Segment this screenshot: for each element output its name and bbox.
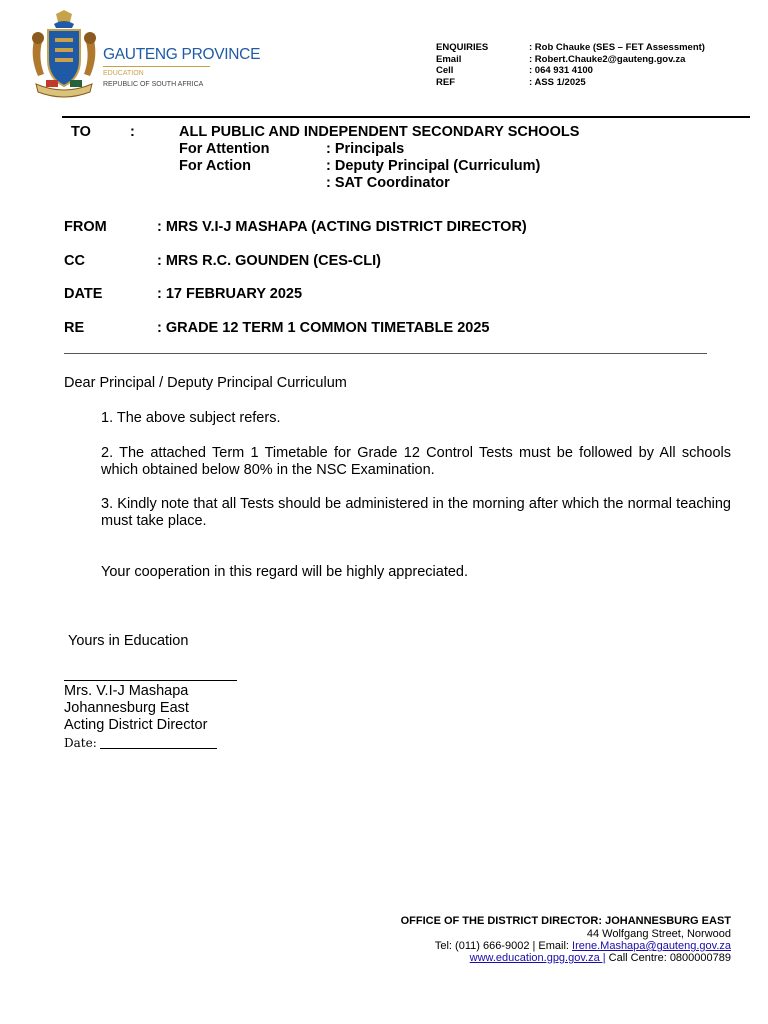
paragraph-1: 1. The above subject refers. <box>101 410 281 426</box>
email-value: : Robert.Chauke2@gauteng.gov.za <box>529 53 686 65</box>
ref-row <box>436 77 705 89</box>
paragraph-3: 3. Kindly note that all Tests should be administered in the morning after which the normal teaching must take place. <box>101 496 731 529</box>
ref-label: REF <box>436 76 455 88</box>
re-value: : GRADE 12 TERM 1 COMMON TIMETABLE 2025 <box>157 320 490 336</box>
signatory-title: Acting District Director <box>64 717 208 733</box>
attention-label: For Attention <box>179 141 270 157</box>
footer-tel: Tel: (011) 666-9002 | Email: <box>434 940 573 952</box>
province-name: GAUTENG PROVINCE <box>103 46 261 63</box>
cc-value: : MRS R.C. GOUNDEN (CES-CLI) <box>157 253 381 269</box>
footer-email-link[interactable]: Irene.Mashapa@gauteng.gov.za <box>572 940 731 952</box>
logo-divider <box>103 66 210 67</box>
header-rule <box>62 116 750 118</box>
signature-date-label: Date: <box>64 736 97 750</box>
cc-label: CC <box>64 253 85 269</box>
enquiries-block <box>436 42 705 88</box>
department-name: EDUCATION <box>103 70 144 77</box>
to-label: TO <box>71 124 91 140</box>
ref-value: : ASS 1/2025 <box>529 76 586 88</box>
email-row <box>436 54 705 66</box>
footer-contact <box>435 940 731 952</box>
action-value-1: : Deputy Principal (Curriculum) <box>326 158 541 174</box>
re-label: RE <box>64 320 85 336</box>
cell-value: : 064 931 4100 <box>529 65 593 76</box>
from-label: FROM <box>64 219 107 235</box>
paragraph-2: 2. The attached Term 1 Timetable for Grade 12 Control Tests must be followed by All schools which obtained below 80% in the NSC Examination. <box>101 445 731 478</box>
email-label: Email <box>436 53 462 65</box>
gauteng-logo <box>28 10 261 100</box>
footer-office: OFFICE OF THE DISTRICT DIRECTOR: JOHANNESBURG EAST <box>400 915 731 927</box>
closing-line: Your cooperation in this regard will be highly appreciated. <box>101 564 469 580</box>
to-value: ALL PUBLIC AND INDEPENDENT SECONDARY SCHOOLS <box>179 124 580 140</box>
signature-date-line <box>100 748 217 749</box>
footer-address: 44 Wolfgang Street, Norwood <box>586 928 731 940</box>
subject-separator <box>64 353 707 354</box>
footer-website-link[interactable]: www.education.gpg.gov.za | <box>469 952 606 964</box>
date-label: DATE <box>64 286 103 302</box>
footer-web <box>470 952 731 964</box>
attention-value: : Principals <box>326 141 405 157</box>
coat-of-arms-icon <box>28 10 100 98</box>
cell-label: Cell <box>436 65 454 76</box>
sign-off: Yours in Education <box>68 633 189 649</box>
enquiries-value: : Rob Chauke (SES – FET Assessment) <box>529 42 705 53</box>
to-colon: : <box>130 124 135 140</box>
action-label: For Action <box>179 158 251 174</box>
signatory-district: Johannesburg East <box>64 700 189 716</box>
footer-call-centre: Call Centre: 0800000789 <box>605 952 731 964</box>
signature-line <box>64 680 237 681</box>
date-value: : 17 FEBRUARY 2025 <box>157 286 303 302</box>
enquiries-label: ENQUIRIES <box>436 42 489 53</box>
country-name: REPUBLIC OF SOUTH AFRICA <box>103 81 204 88</box>
signatory-name: Mrs. V.I-J Mashapa <box>64 683 189 699</box>
cell-row <box>436 65 705 77</box>
enquiries-row <box>436 42 705 54</box>
action-value-2: : SAT Coordinator <box>326 175 450 191</box>
from-value: : MRS V.I-J MASHAPA (ACTING DISTRICT DIRECTOR) <box>157 219 527 235</box>
salutation: Dear Principal / Deputy Principal Curriculum <box>64 375 347 391</box>
